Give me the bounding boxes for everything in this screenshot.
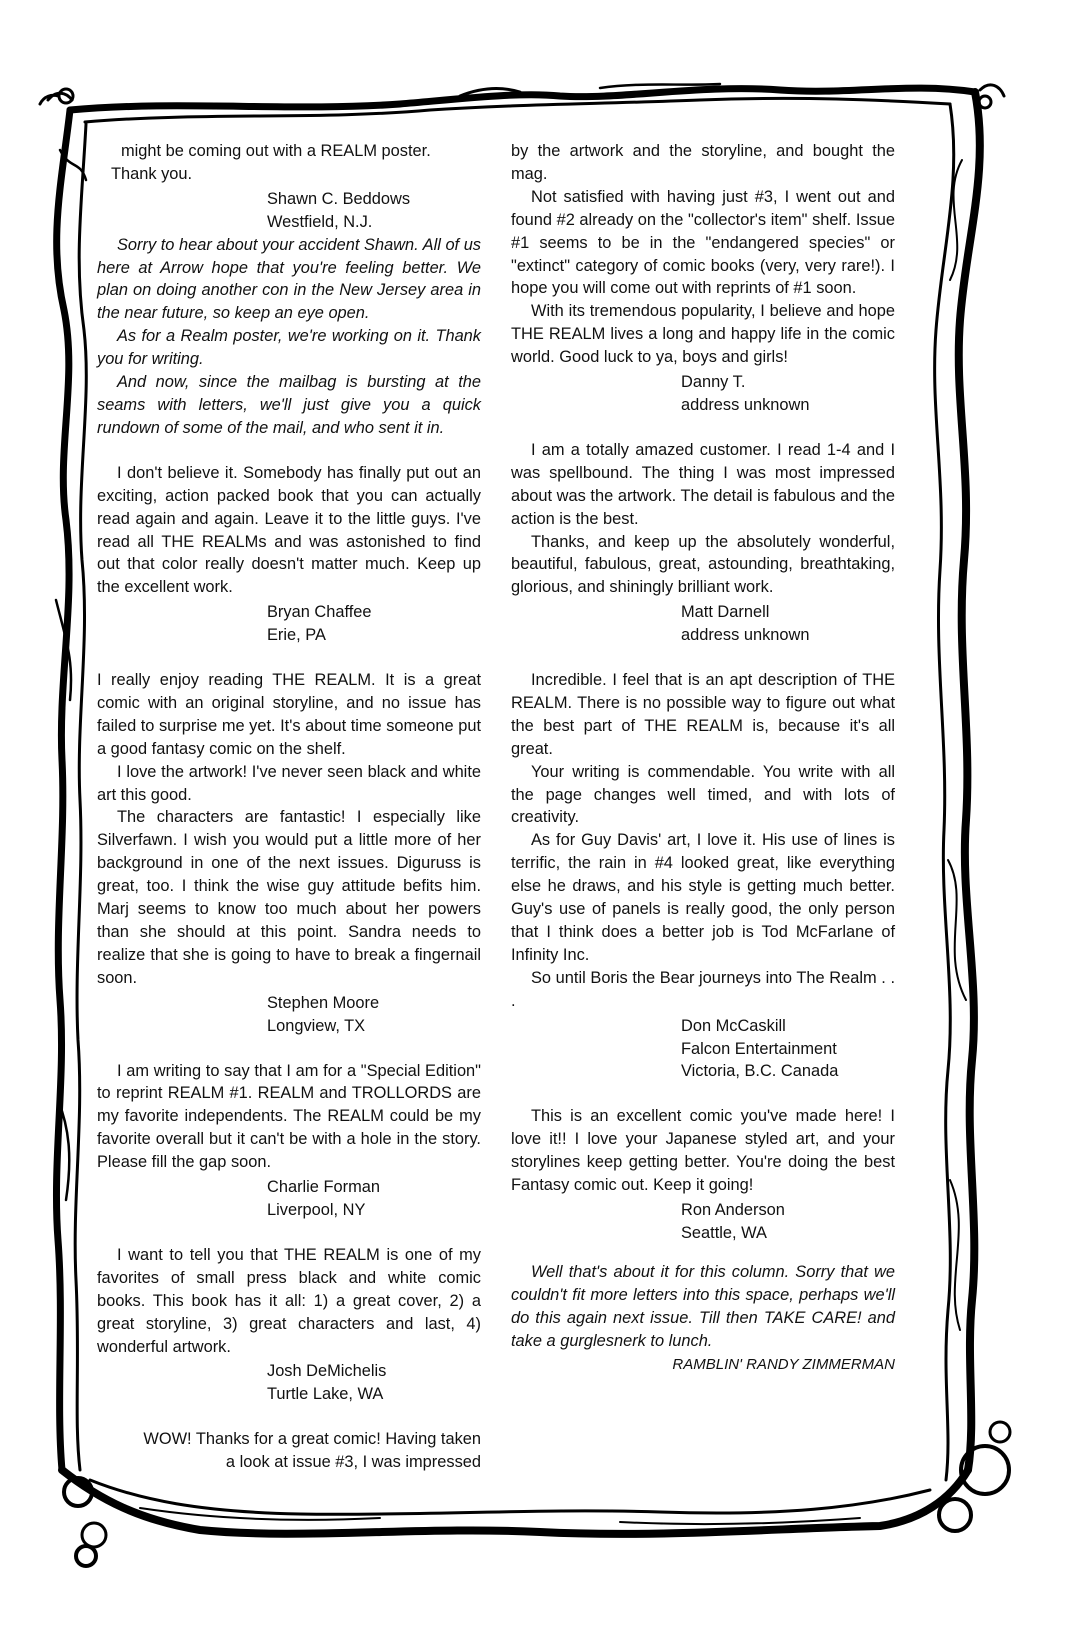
letter-paragraph: This is an excellent comic you've made here! I love it!! I love your Japanese styled art, and your storylines keep getting better. You're doing the best Fantasy comic out. Keep it going! xyxy=(511,1107,895,1195)
letter-paragraph: I love the artwork! I've never seen black and white art this good. xyxy=(97,762,481,804)
letter-paragraph: I am writing to say that I am for a "Special Edition" to reprint REALM #1. REALM and TROLLORDS are my favorite independents. The REALM could be my favorite overall but it can't be with a hole in the story. Please fill the gap soon. xyxy=(97,1061,481,1172)
letter-paragraph: As for Guy Davis' art, I love it. His use of lines is terrific, the rain in #4 looked great, like everything else he draws, and his style is getting much better. Guy's use of panels is really good, the only person that I think does a better job is Tod McFarlane of Infinity Inc. xyxy=(511,831,895,964)
signature-charlie: Charlie Forman Liverpool, NY xyxy=(267,1178,380,1219)
signature-josh: Josh DeMichelis Turtle Lake, WA xyxy=(267,1362,387,1404)
letter-paragraph: The characters are fantastic! I especially like Silverfawn. I wish you would put a little more of her background in one of the next issues. Diguruss is great, too. I think the wise guy attitude befits him. Marj seems to know too much about her powers than she should at this point. Sandra needs to realize that she is going to have to break a fingernail soon. xyxy=(97,808,481,987)
letter-paragraph: Incredible. I feel that is an apt description of THE REALM. There is no possible way to figure out what the best part of THE REALM is, because it's all great. xyxy=(511,671,895,758)
letter-paragraph: by the artwork and the storyline, and bought the mag. xyxy=(511,142,895,183)
letter-paragraph: So until Boris the Bear journeys into The Realm . . . xyxy=(511,968,895,1010)
editor-reply: And now, since the mailbag is bursting at the seams with letters, we'll just give you a quick rundown of some of the mail, and who sent it in. xyxy=(97,373,481,437)
signature-don: Don McCaskill Falcon Entertainment Victoria, B.C. Canada xyxy=(681,1016,839,1081)
editor-reply: Sorry to hear about your accident Shawn. All of us here at Arrow hope that you're feeling better. We plan on doing another con in the New Jersey area in the near future, so keep an eye open. xyxy=(97,235,481,323)
signature-shawn: Shawn C. Beddows Westfield, N.J. xyxy=(267,189,411,231)
closing-remarks: Well that's about it for this column. Sorry that we couldn't fit more letters into this space, perhaps we'll do this again next issue. Till then TAKE CARE! and take a gurglesnerk to lunch. xyxy=(511,1262,895,1350)
signature-ron: Ron Anderson Seattle, WA xyxy=(681,1200,785,1242)
stone-bottom-right-2 xyxy=(939,1499,971,1531)
letter-paragraph: I want to tell you that THE REALM is one of my favorites of small press black and white comic books. This book has it all: 1) a great cover, 2) a great storyline, 3) great characters and last, 4) wonderful artwork. xyxy=(97,1245,481,1356)
columnist-credit: RAMBLIN' RANDY ZIMMERMAN xyxy=(672,1356,895,1374)
signature-stephen: Stephen Moore Longview, TX xyxy=(267,993,380,1035)
border-left xyxy=(56,110,70,1470)
letter6-start: WOW! Thanks for a great comic! Having taken a look at issue #3, I was impressed xyxy=(143,1430,481,1472)
border-bottom-inner xyxy=(90,1480,930,1514)
letter-paragraph: Not satisfied with having just #3, I went out and found #2 already on the "collector's item" shelf. Issue #1 seems to be in the "endangered species" or "extinct" category of comic books (very, very rare!). I hope you will come out with reprints of #1 soon. xyxy=(511,187,895,298)
letter-paragraph: With its tremendous popularity, I believe and hope THE REALM lives a long and happy life in the comic world. Good luck to ya, boys and girls! xyxy=(511,302,895,367)
border-right-inner xyxy=(935,104,954,1480)
right-column xyxy=(511,140,895,1377)
letter-paragraph: I don't believe it. Somebody has finally put out an exciting, action packed book that you can actually read again and again. Leave it to the little guys. I've read all THE REALMs and was astonished to find out that color really doesn't matter much. Keep up the excellent work. xyxy=(97,463,481,597)
signature-bryan: Bryan Chaffee Erie, PA xyxy=(267,603,372,645)
left-column xyxy=(97,140,481,1474)
border-right xyxy=(959,92,980,1470)
signature-matt: Matt Darnell address unknown xyxy=(681,603,810,645)
letter-paragraph: Thanks, and keep up the absolutely wonderful, beautiful, fabulous, great, astounding, breathtaking, glorious, and shiningly brilliant work. xyxy=(511,532,895,597)
letter-paragraph: I really enjoy reading THE REALM. It is a great comic with an original storyline, and no issue has failed to surprise me yet. It's about time someone put a good fantasy comic on the shelf. xyxy=(97,671,481,758)
border-bottom xyxy=(62,1470,968,1534)
border-top-inner xyxy=(85,98,950,122)
signature-danny: Danny T. address unknown xyxy=(681,373,810,414)
letter1-ending: might be coming out with a REALM poster. Thank you. xyxy=(111,142,431,183)
border-left-inner xyxy=(75,124,86,1470)
letter-paragraph: I am a totally amazed customer. I read 1-4 and I was spellbound. The thing I was most impressed about was the artwork. The detail is fabulous and the action is the best. xyxy=(511,440,895,528)
editor-reply: As for a Realm poster, we're working on it. Thank you for writing. xyxy=(97,327,481,369)
letter-paragraph: Your writing is commendable. You write with all the page changes well timed, and with lots of creativity. xyxy=(511,762,895,827)
